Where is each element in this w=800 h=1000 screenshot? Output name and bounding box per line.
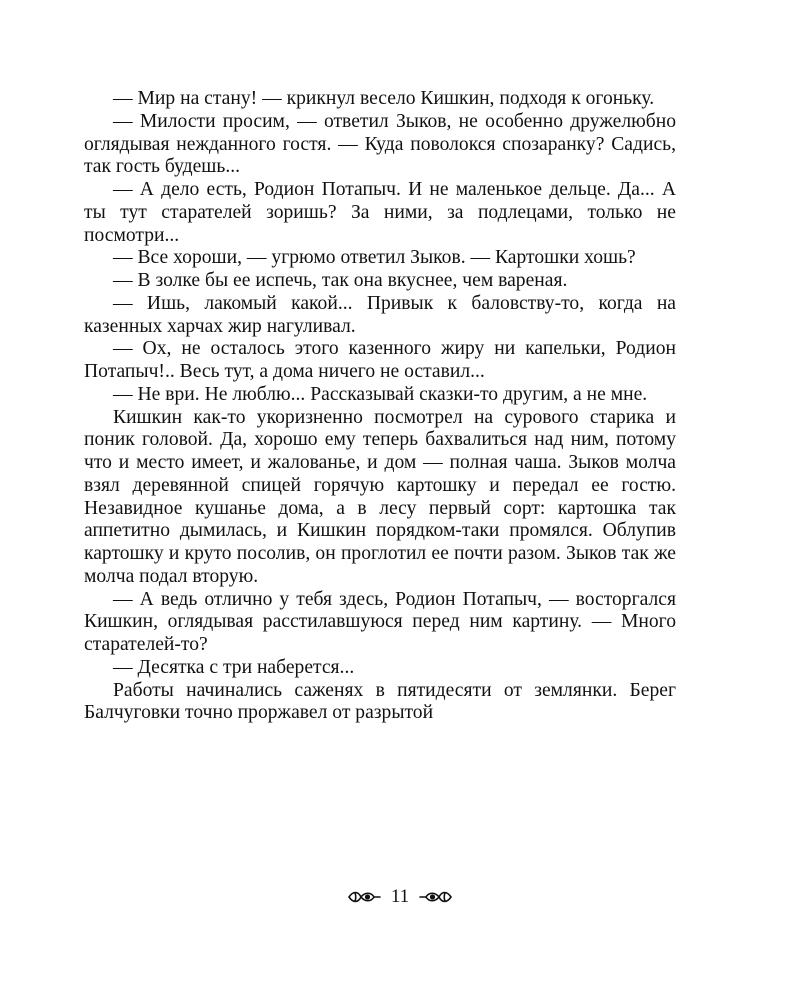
paragraph: Кишкин как-то укоризненно посмотрел на сурового старика и поник головой. Да, хорошо ему теперь бахвалиться над ним, потому что и место имеет, и жалованье, и дом — полная чаша. Зыков молча взял деревянной спицей горячую картошку и передал ее гостю. Незавидное кушанье дома, а в лесу первый сорт: картошка так аппетитно дымилась, и Кишкин порядком-таки промялся. Облупив картошку и круто посолив, он проглотил ее почти разом. Зыков так же молча подал вторую. <box>84 406 676 587</box>
floral-ornament-icon <box>347 888 381 906</box>
paragraph: — Мир на стану! — крикнул весело Кишкин, подходя к огоньку. <box>113 88 655 109</box>
paragraph: — Десятка с три наберется... <box>113 656 355 678</box>
paragraph: — Не ври. Не люблю... Рассказывай сказки-то другим, а не мне. <box>113 383 648 405</box>
page-footer <box>0 886 800 908</box>
paragraph: — В золке бы ее испечь, так она вкуснее, чем вареная. <box>113 270 568 291</box>
paragraph: Работы начинались саженях в пятидесяти от землянки. Берег Балчуговки точно проржавел от разрытой <box>84 679 676 724</box>
floral-ornament-icon <box>419 888 453 906</box>
paragraph: — Ох, не осталось этого казенного жиру ни капельки, Родион Потапыч!.. Весь тут, а дома ничего не оставил... <box>84 338 676 382</box>
page-body <box>84 88 676 725</box>
paragraph: — А дело есть, Родион Потапыч. И не маленькое дельце. Да... А ты тут старателей зоришь? За ними, за подлецами, только не посмотри... <box>84 179 676 246</box>
page-number: 11 <box>390 886 410 907</box>
paragraph: — Ишь, лакомый какой... Привык к баловству-то, когда на казенных харчах жир нагуливал. <box>84 292 676 337</box>
paragraph: — Все хороши, — угрюмо ответил Зыков. — Картошки хошь? <box>113 247 636 269</box>
paragraph: — А ведь отлично у тебя здесь, Родион Потапыч, — восторгался Кишкин, оглядывая расстилавшуюся перед ним картину. — Много старателей-то? <box>84 588 676 655</box>
paragraph: — Милости просим, — ответил Зыков, не особенно дружелюбно оглядывая нежданного гостя. — Куда поволокся спозаранку? Садись, так гость будешь... <box>84 110 676 178</box>
